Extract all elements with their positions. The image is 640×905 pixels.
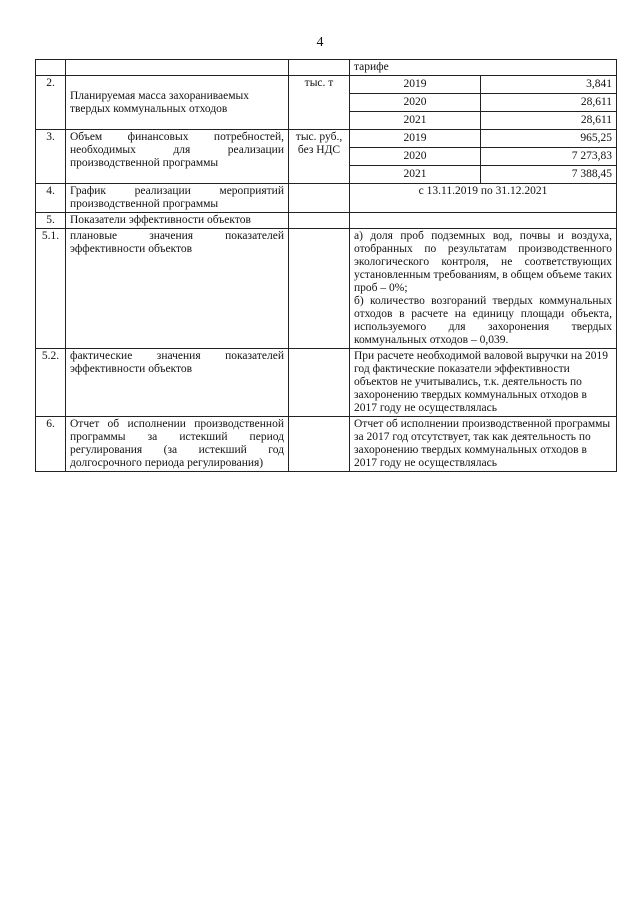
table-row-5-2: [36, 349, 617, 417]
cell-empty: [66, 60, 289, 76]
row-number: 5.1.: [36, 229, 66, 349]
row-unit: тыс. т: [289, 76, 350, 130]
cell-empty: [289, 417, 350, 472]
page-number: 4: [316, 35, 324, 50]
cell-empty: [289, 213, 350, 229]
table-row-continuation: [36, 60, 617, 76]
table-row-6: [36, 417, 617, 472]
row-label: Планируемая масса захораниваемых твердых коммунальных отходов: [66, 76, 289, 130]
row-number: 4.: [36, 184, 66, 213]
table-row-5-1: [36, 229, 617, 349]
row-label: График реализации мероприятий производственной программы: [66, 184, 289, 213]
value-cell: 28,611: [481, 112, 617, 130]
year-cell: 2021: [350, 166, 481, 184]
value-cell: 3,841: [481, 76, 617, 94]
table-row-4: [36, 184, 617, 213]
value-cell: 28,611: [481, 94, 617, 112]
row-unit: тыс. руб., без НДС: [289, 130, 350, 184]
cell-empty: [36, 60, 66, 76]
indicator-a: а) доля проб подземных вод, почвы и воздуха, отобранных по результатам производственного экологического контроля, не соответствующих установленным требованиям, в общем объеме таких проб – 0%;: [354, 230, 613, 294]
value-cell: 965,25: [481, 130, 617, 148]
production-program-table: [35, 59, 617, 472]
indicator-b: б) количество возгораний твердых коммунальных отходов в расчете на единицу площади объекта, используемого для захоронения твердых коммунальных отходов – 0,039.: [354, 295, 613, 346]
row-label: Показатели эффективности объектов: [66, 213, 289, 229]
table-row-5: [36, 213, 617, 229]
table-row-2: [36, 76, 617, 94]
row-label: плановые значения показателей эффективности объектов: [66, 229, 289, 349]
value-cell: 7 273,83: [481, 148, 617, 166]
row-number: 5.2.: [36, 349, 66, 417]
cell-empty: [289, 184, 350, 213]
row-label: Отчет об исполнении производственной программы за истекший период регулирования (за истекший год долгосрочного периода регулирования): [66, 417, 289, 472]
row-number: 6.: [36, 417, 66, 472]
year-cell: 2019: [350, 76, 481, 94]
table-row-3: [36, 130, 617, 148]
cell-empty: [289, 60, 350, 76]
row-number: 5.: [36, 213, 66, 229]
schedule-value: с 13.11.2019 по 31.12.2021: [350, 184, 617, 213]
year-cell: 2020: [350, 94, 481, 112]
actual-values-note: При расчете необходимой валовой выручки на 2019 год фактические показатели эффективности объектов не учитывались, т.к. деятельность по захоронению твердых коммунальных отходов в 2017 году не осуществлялась: [350, 349, 617, 417]
row-number: 2.: [36, 76, 66, 130]
year-cell: 2021: [350, 112, 481, 130]
report-note: Отчет об исполнении производственной программы за 2017 год отсутствует, так как деятельность по захоронению твердых коммунальных отходов в 2017 году не осуществлялась: [350, 417, 617, 472]
year-cell: 2019: [350, 130, 481, 148]
cell-top-value: тарифе: [350, 60, 617, 76]
cell-empty: [289, 349, 350, 417]
row-label: Объем финансовых потребностей, необходимых для реализации производственной программы: [66, 130, 289, 184]
indicator-values: [350, 229, 617, 349]
row-label: фактические значения показателей эффективности объектов: [66, 349, 289, 417]
cell-empty: [350, 213, 617, 229]
year-cell: 2020: [350, 148, 481, 166]
cell-empty: [289, 229, 350, 349]
value-cell: 7 388,45: [481, 166, 617, 184]
row-number: 3.: [36, 130, 66, 184]
